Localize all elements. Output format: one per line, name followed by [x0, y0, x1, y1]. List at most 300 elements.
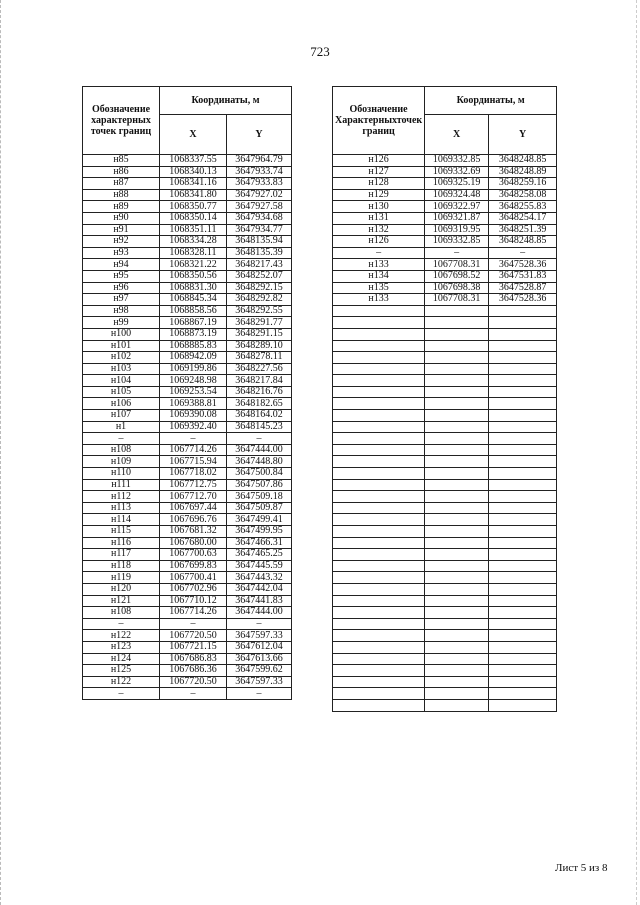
header-coordinates-right: Координаты, м	[425, 87, 557, 115]
x-cell: 1067714.26	[160, 444, 227, 456]
y-cell: 3648217.84	[227, 375, 292, 387]
x-cell: 1069324.48	[425, 189, 489, 201]
table-row	[83, 421, 292, 433]
point-cell	[333, 537, 425, 549]
table-row	[83, 618, 292, 630]
table-row	[83, 560, 292, 572]
x-cell: 1068845.34	[160, 294, 227, 306]
table-row	[333, 212, 557, 224]
table-row	[333, 595, 557, 607]
y-cell: 3648227.56	[227, 363, 292, 375]
y-cell: 3647613.66	[227, 653, 292, 665]
table-row	[333, 317, 557, 329]
table-row	[83, 282, 292, 294]
y-cell: 3647500.84	[227, 468, 292, 480]
point-cell	[333, 410, 425, 422]
header-point-designation-right: Обозначение Характерныхточек границ	[333, 87, 425, 155]
y-cell: 3647448.80	[227, 456, 292, 468]
y-cell	[489, 375, 557, 387]
y-cell: 3647444.00	[227, 444, 292, 456]
right-table-body	[333, 155, 557, 712]
y-cell: –	[227, 688, 292, 700]
y-cell	[489, 607, 557, 619]
table-row	[83, 537, 292, 549]
point-cell: –	[83, 618, 160, 630]
x-cell	[425, 607, 489, 619]
x-cell	[425, 352, 489, 364]
x-cell: 1068334.28	[160, 236, 227, 248]
y-cell: 3647531.83	[489, 270, 557, 282]
x-cell: 1067712.70	[160, 491, 227, 503]
point-cell	[333, 583, 425, 595]
table-row	[333, 583, 557, 595]
point-cell	[333, 526, 425, 538]
table-row	[83, 410, 292, 422]
x-cell: 1068350.14	[160, 212, 227, 224]
x-cell: 1067700.41	[160, 572, 227, 584]
y-cell: –	[489, 247, 557, 259]
y-cell: 3648259.16	[489, 178, 557, 190]
y-cell: 3647528.36	[489, 294, 557, 306]
coordinates-table-right	[332, 86, 557, 712]
point-cell	[333, 317, 425, 329]
table-row	[333, 189, 557, 201]
header-y-right: Y	[489, 115, 557, 155]
y-cell	[489, 479, 557, 491]
table-row	[83, 224, 292, 236]
point-cell: н130	[333, 201, 425, 213]
y-cell: 3647927.58	[227, 201, 292, 213]
table-row	[333, 560, 557, 572]
point-cell: н124	[83, 653, 160, 665]
y-cell: 3647444.00	[227, 607, 292, 619]
point-cell: н87	[83, 178, 160, 190]
x-cell	[425, 317, 489, 329]
y-cell: 3647528.87	[489, 282, 557, 294]
table-row	[333, 328, 557, 340]
y-cell: 3648291.15	[227, 328, 292, 340]
x-cell	[425, 665, 489, 677]
y-cell	[489, 699, 557, 711]
x-cell: 1069248.98	[160, 375, 227, 387]
x-cell	[425, 688, 489, 700]
x-cell	[425, 560, 489, 572]
point-cell: н1	[83, 421, 160, 433]
point-cell: н135	[333, 282, 425, 294]
table-row	[83, 630, 292, 642]
x-cell	[425, 618, 489, 630]
point-cell: н103	[83, 363, 160, 375]
table-row	[83, 491, 292, 503]
point-cell	[333, 363, 425, 375]
x-cell: 1068350.77	[160, 201, 227, 213]
point-cell: н128	[333, 178, 425, 190]
y-cell	[489, 398, 557, 410]
point-cell: н101	[83, 340, 160, 352]
x-cell: 1069392.40	[160, 421, 227, 433]
x-cell: 1068350.56	[160, 270, 227, 282]
point-cell	[333, 665, 425, 677]
point-cell: н125	[83, 665, 160, 677]
y-cell: 3648278.11	[227, 352, 292, 364]
y-cell: 3647499.41	[227, 514, 292, 526]
point-cell: н123	[83, 641, 160, 653]
x-cell: 1068831.30	[160, 282, 227, 294]
x-cell	[425, 630, 489, 642]
y-cell	[489, 502, 557, 514]
y-cell: 3647528.36	[489, 259, 557, 271]
x-cell	[425, 386, 489, 398]
point-cell: н133	[333, 294, 425, 306]
x-cell	[425, 398, 489, 410]
x-cell	[425, 653, 489, 665]
table-row	[333, 352, 557, 364]
table-row	[333, 201, 557, 213]
y-cell	[489, 641, 557, 653]
y-cell	[489, 421, 557, 433]
y-cell	[489, 352, 557, 364]
y-cell: 3647933.83	[227, 178, 292, 190]
table-row	[333, 641, 557, 653]
y-cell: 3647442.04	[227, 583, 292, 595]
point-cell	[333, 386, 425, 398]
y-cell: 3647934.77	[227, 224, 292, 236]
left-scan-edge	[0, 0, 2, 905]
table-row	[83, 247, 292, 259]
y-cell	[489, 595, 557, 607]
x-cell: 1067718.02	[160, 468, 227, 480]
point-cell: н132	[333, 224, 425, 236]
x-cell	[425, 491, 489, 503]
y-cell: 3648251.39	[489, 224, 557, 236]
point-cell: н122	[83, 630, 160, 642]
x-cell: 1069319.95	[425, 224, 489, 236]
point-cell	[333, 618, 425, 630]
table-row	[333, 549, 557, 561]
point-cell	[333, 630, 425, 642]
point-cell: н85	[83, 155, 160, 167]
y-cell: 3647509.87	[227, 502, 292, 514]
point-cell	[333, 560, 425, 572]
table-row	[333, 305, 557, 317]
table-row	[333, 665, 557, 677]
y-cell	[489, 363, 557, 375]
table-row	[83, 479, 292, 491]
x-cell: 1067686.83	[160, 653, 227, 665]
y-cell	[489, 468, 557, 480]
point-cell: н89	[83, 201, 160, 213]
y-cell: 3647499.95	[227, 526, 292, 538]
x-cell	[425, 479, 489, 491]
x-cell	[425, 456, 489, 468]
point-cell: н129	[333, 189, 425, 201]
x-cell: 1069325.19	[425, 178, 489, 190]
point-cell: н94	[83, 259, 160, 271]
x-cell: 1068867.19	[160, 317, 227, 329]
y-cell: 3647964.79	[227, 155, 292, 167]
point-cell: н97	[83, 294, 160, 306]
point-cell	[333, 421, 425, 433]
point-cell: н126	[333, 155, 425, 167]
x-cell	[425, 583, 489, 595]
point-cell	[333, 676, 425, 688]
y-cell: 3647466.31	[227, 537, 292, 549]
y-cell	[489, 433, 557, 445]
coordinates-table-left	[82, 86, 292, 700]
table-row	[83, 514, 292, 526]
y-cell	[489, 526, 557, 538]
table-row	[83, 526, 292, 538]
x-cell: 1067708.31	[425, 259, 489, 271]
table-row	[333, 468, 557, 480]
table-row	[83, 178, 292, 190]
table-row	[333, 699, 557, 711]
point-cell: н104	[83, 375, 160, 387]
x-cell	[425, 595, 489, 607]
x-cell	[425, 421, 489, 433]
x-cell: –	[160, 618, 227, 630]
y-cell: 3648145.23	[227, 421, 292, 433]
y-cell	[489, 317, 557, 329]
x-cell: 1069253.54	[160, 386, 227, 398]
y-cell: 3647597.33	[227, 676, 292, 688]
header-point-designation: Обозначение характерных точек границ	[83, 87, 160, 155]
point-cell	[333, 468, 425, 480]
x-cell: 1069332.85	[425, 155, 489, 167]
right-scan-edge	[636, 0, 638, 905]
table-row	[333, 572, 557, 584]
y-cell	[489, 583, 557, 595]
point-cell: н131	[333, 212, 425, 224]
point-cell: н127	[333, 166, 425, 178]
point-cell	[333, 491, 425, 503]
point-cell: н113	[83, 502, 160, 514]
y-cell	[489, 665, 557, 677]
point-cell	[333, 514, 425, 526]
point-cell: н110	[83, 468, 160, 480]
point-cell	[333, 433, 425, 445]
table-row	[333, 224, 557, 236]
point-cell: н108	[83, 607, 160, 619]
point-cell: н134	[333, 270, 425, 282]
y-cell: 3648289.10	[227, 340, 292, 352]
table-row	[83, 294, 292, 306]
left-table-body	[83, 155, 292, 700]
point-cell	[333, 653, 425, 665]
point-cell: н93	[83, 247, 160, 259]
table-row	[83, 572, 292, 584]
x-cell	[425, 468, 489, 480]
table-row	[83, 653, 292, 665]
table-row	[333, 363, 557, 375]
x-cell: 1067710.12	[160, 595, 227, 607]
table-row	[83, 305, 292, 317]
x-cell: 1067698.52	[425, 270, 489, 282]
x-cell	[425, 514, 489, 526]
x-cell: 1067715.94	[160, 456, 227, 468]
x-cell: 1069321.87	[425, 212, 489, 224]
y-cell	[489, 630, 557, 642]
y-cell: 3648292.15	[227, 282, 292, 294]
table-row	[83, 212, 292, 224]
header-y: Y	[227, 115, 292, 155]
x-cell: 1067700.63	[160, 549, 227, 561]
point-cell	[333, 305, 425, 317]
y-cell: 3648248.85	[489, 155, 557, 167]
point-cell: н102	[83, 352, 160, 364]
table-row	[83, 340, 292, 352]
point-cell	[333, 688, 425, 700]
x-cell: 1067696.76	[160, 514, 227, 526]
table-row	[83, 328, 292, 340]
x-cell: 1067697.44	[160, 502, 227, 514]
point-cell	[333, 607, 425, 619]
table-row	[83, 386, 292, 398]
point-cell: н120	[83, 583, 160, 595]
y-cell: 3648135.94	[227, 236, 292, 248]
x-cell: 1067702.96	[160, 583, 227, 595]
x-cell: –	[425, 247, 489, 259]
table-row	[83, 201, 292, 213]
y-cell: 3648292.55	[227, 305, 292, 317]
point-cell	[333, 352, 425, 364]
x-cell	[425, 699, 489, 711]
point-cell: н100	[83, 328, 160, 340]
point-cell: н116	[83, 537, 160, 549]
y-cell: 3647465.25	[227, 549, 292, 561]
table-row	[83, 189, 292, 201]
x-cell: 1069332.69	[425, 166, 489, 178]
table-row	[333, 247, 557, 259]
table-row	[333, 270, 557, 282]
point-cell: н108	[83, 444, 160, 456]
y-cell: 3647597.33	[227, 630, 292, 642]
point-cell: н122	[83, 676, 160, 688]
y-cell: 3647612.04	[227, 641, 292, 653]
x-cell	[425, 676, 489, 688]
point-cell	[333, 595, 425, 607]
point-cell	[333, 549, 425, 561]
y-cell	[489, 305, 557, 317]
point-cell: н95	[83, 270, 160, 282]
y-cell	[489, 340, 557, 352]
table-row	[333, 433, 557, 445]
x-cell: 1067712.75	[160, 479, 227, 491]
y-cell: 3647927.02	[227, 189, 292, 201]
x-cell: 1067699.83	[160, 560, 227, 572]
y-cell	[489, 514, 557, 526]
x-cell: 1068328.11	[160, 247, 227, 259]
table-row	[83, 166, 292, 178]
table-row	[83, 665, 292, 677]
point-cell: н106	[83, 398, 160, 410]
table-row	[83, 236, 292, 248]
y-cell: 3648258.08	[489, 189, 557, 201]
x-cell: 1067708.31	[425, 294, 489, 306]
y-cell	[489, 537, 557, 549]
x-cell: 1069322.97	[425, 201, 489, 213]
table-row	[333, 166, 557, 178]
y-cell	[489, 688, 557, 700]
table-row	[83, 259, 292, 271]
table-row	[83, 155, 292, 167]
table-row	[83, 676, 292, 688]
y-cell	[489, 572, 557, 584]
header-x-right: X	[425, 115, 489, 155]
y-cell: 3648248.89	[489, 166, 557, 178]
y-cell: 3647445.59	[227, 560, 292, 572]
sheet-footer: Лист 5 из 8	[555, 862, 608, 874]
y-cell: 3648217.43	[227, 259, 292, 271]
x-cell: 1067721.15	[160, 641, 227, 653]
x-cell: 1068351.11	[160, 224, 227, 236]
table-row	[333, 398, 557, 410]
x-cell	[425, 526, 489, 538]
point-cell: н92	[83, 236, 160, 248]
y-cell: 3648292.82	[227, 294, 292, 306]
table-row	[333, 514, 557, 526]
x-cell: 1069388.81	[160, 398, 227, 410]
x-cell	[425, 641, 489, 653]
y-cell: 3647599.62	[227, 665, 292, 677]
table-row	[333, 282, 557, 294]
point-cell: н114	[83, 514, 160, 526]
point-cell	[333, 444, 425, 456]
x-cell	[425, 363, 489, 375]
header-x: X	[160, 115, 227, 155]
y-cell: 3648254.17	[489, 212, 557, 224]
point-cell: –	[333, 247, 425, 259]
point-cell	[333, 572, 425, 584]
y-cell	[489, 618, 557, 630]
table-row	[333, 688, 557, 700]
table-row	[333, 340, 557, 352]
x-cell: 1068885.83	[160, 340, 227, 352]
y-cell: 3647443.32	[227, 572, 292, 584]
y-cell	[489, 653, 557, 665]
point-cell: н98	[83, 305, 160, 317]
y-cell: 3648164.02	[227, 410, 292, 422]
table-row	[333, 537, 557, 549]
x-cell: 1068873.19	[160, 328, 227, 340]
point-cell: н112	[83, 491, 160, 503]
header-coordinates: Координаты, м	[160, 87, 292, 115]
table-row	[83, 444, 292, 456]
x-cell: –	[160, 433, 227, 445]
y-cell: 3648216.76	[227, 386, 292, 398]
x-cell	[425, 502, 489, 514]
table-row	[333, 456, 557, 468]
x-cell: 1068337.55	[160, 155, 227, 167]
point-cell: н91	[83, 224, 160, 236]
point-cell: н99	[83, 317, 160, 329]
point-cell: н105	[83, 386, 160, 398]
x-cell	[425, 375, 489, 387]
y-cell	[489, 456, 557, 468]
x-cell: 1069332.85	[425, 236, 489, 248]
y-cell: –	[227, 618, 292, 630]
point-cell	[333, 328, 425, 340]
table-row	[333, 491, 557, 503]
point-cell: н111	[83, 479, 160, 491]
y-cell: 3647509.18	[227, 491, 292, 503]
point-cell	[333, 641, 425, 653]
y-cell: 3647934.68	[227, 212, 292, 224]
x-cell	[425, 444, 489, 456]
table-row	[83, 688, 292, 700]
table-row	[333, 410, 557, 422]
table-row	[83, 270, 292, 282]
